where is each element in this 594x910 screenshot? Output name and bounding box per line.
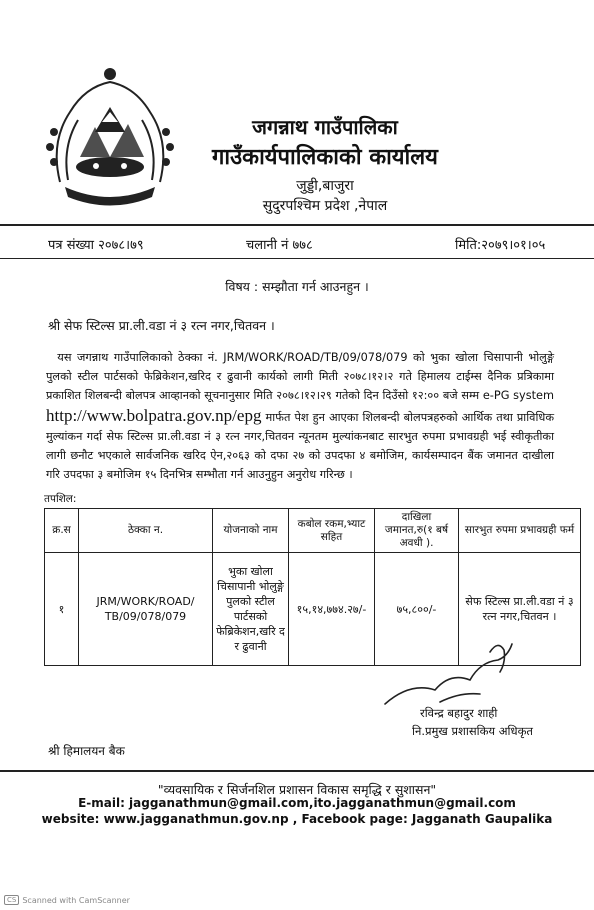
office-name: गाउँकार्यपालिकाको कार्यालय [212, 145, 438, 170]
camscanner-logo-icon: CS [4, 895, 19, 905]
footer-motto: "व्यवसायिक र सिर्जनशिल प्रशासन विकास समृद्धि र सुशासन" [157, 782, 437, 797]
col-header-bid-amount: कबोल रकम,भ्याट सहित [289, 509, 375, 553]
cell-sn: १ [45, 553, 79, 666]
body-paragraph [46, 348, 554, 484]
col-header-contract-no: ठेक्का न. [79, 509, 213, 553]
handwritten-signature [380, 632, 530, 712]
col-header-project: योजनाको नाम [213, 509, 289, 553]
footer-rule [0, 770, 594, 772]
letter-date: मिति:२०७९।०१।०५ [455, 238, 546, 253]
eprocurement-system: e-PG system [482, 389, 554, 403]
letter-number: पत्र संख्या २०७८।७९ [48, 238, 144, 253]
col-header-firm: सारभुत रुपमा प्रभावग्रही फर्म [459, 509, 581, 553]
header-rule-top [0, 224, 594, 226]
header-rule-bottom [0, 258, 594, 259]
signer-name: रविन्द्र बहादुर शाही [420, 706, 498, 720]
carbon-copy: श्री हिमालयन बैक [48, 744, 125, 758]
office-province: सुदुरपश्चिम प्रदेश ,नेपाल [262, 198, 388, 214]
office-location: जुड्डी,बाजुरा [296, 178, 354, 194]
cell-security: ७५,८००/- [375, 553, 459, 666]
col-header-security: दाखिला जमानत,रु(१ बर्ष अवधी ). [375, 509, 459, 553]
cell-project: भुका खोला चिसापानी भोलुङ्गे पुलको स्टील पार्टसको फेब्रिकेशन,खरि द र ढुवानी [213, 553, 289, 666]
table-header-row [45, 509, 581, 553]
footer-website[interactable]: website: www.jagganathmun.gov.np , Facebook page: Jagganath Gaupalika [41, 812, 553, 826]
municipality-name: जगन्नाथ गाउँपालिका [252, 115, 398, 139]
scanner-watermark [4, 895, 130, 905]
portal-link[interactable]: http://www.bolpatra.gov.np/epg [46, 405, 262, 425]
signer-title: नि.प्रमुख प्रशासकिय अधिकृत [412, 724, 533, 738]
cell-firm: सेफ स्टिल्स प्रा.ली.वडा नं ३ रत्न नगर,चितवन । [459, 553, 581, 666]
nepal-emblem-icon [40, 62, 180, 212]
cell-bid-amount: १५,१४,७७४.२७/- [289, 553, 375, 666]
cell-contract-no: JRM/WORK/ROAD/ TB/09/078/079 [79, 553, 213, 666]
dispatch-number: चलानी नं ७७८ [246, 238, 313, 253]
col-header-sn: क्र.स [45, 509, 79, 553]
schedule-label: तपशिल: [44, 493, 77, 505]
footer-email[interactable]: E-mail: jagganathmun@gmail.com,ito.jagganathmun@gmail.com [78, 796, 516, 810]
scanner-text: Scanned with CamScanner [22, 895, 130, 905]
body-text-part1: यस जगन्नाथ गाउँपालिकाको ठेक्का नं. JRM/WORK/ROAD/TB/09/078/079 को भुका खोला चिसापानी भोलुङ्गे पुलको स्टील पार्टसको फेब्रिकेशन,खरिद र ढुवानी कार्यको लागी मिती २०७८।१२।२ गते हिमालय टाईम्स दैनिक प्रत्रिकामा प्रकाशित शिलबन्दी बोलपत्र आव्हानको सूचनानुसार मिति २०७८।१२।२९ गतेको दिन दिउँसो १२:०० बजे सम्म [46, 351, 554, 403]
body-text-part2: मार्फत पेश हुन आएका शिलबन्दी बोलपत्रहरुको आर्थिक तथा प्राविधिक मुल्यांकन गर्दा सेफ स्टिल्स प्रा.ली.वडा नं ३ रत्न नगर,चितवन न्यूनतम मुल्यांकनबाट सारभुत रुपमा प्रभावग्रही भई स्वीकृतीका लागी छनौट भएकाले सार्वजनिक खरिद ऐन,२०६३ को दफा २७ को उपदफा ४ बमोजिम, कार्यसम्पादन बैंक जमानत दाखीला गरि उपदफा ३ बमोजिम १५ दिनभित्र सम्भौता गर्न आउनुहुन अनुरोध गरिन्छ । [46, 410, 554, 482]
subject-line: विषय : सम्झौता गर्न आउनहुन । [225, 279, 369, 294]
addressee: श्री सेफ स्टिल्स प्रा.ली.वडा नं ३ रत्न नगर,चितवन । [48, 318, 275, 333]
